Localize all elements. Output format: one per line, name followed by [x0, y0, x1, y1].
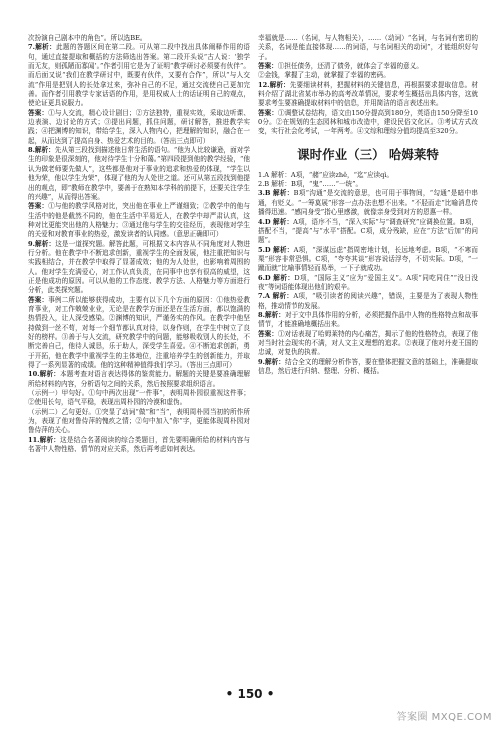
paragraph-text: D项，“国际主义”应为“爱国主义”。A项“同吃同住”“没日没夜”等词语能体现出他们的艰辛。 [258, 273, 478, 291]
paragraph-text: 这是一道探究题。解答此题，可根据文本内容从不同角度对人物进行分析。他在教学中不断追求创新，重视学生的全面发展，他注重把知识与实践相结合，并在教学中取得了显著成效；他的为人处世，也影响着周围的人。他对学生充满爱心，对工作认真负责，在同事中也享有很高的威望，这正是他成功的原因。可以从他的工作态度、教学方法、人格魅力等方面进行分析，此类探究题。 [28, 239, 251, 295]
section-title: 课时作业（三） 哈姆莱特 [297, 146, 439, 162]
paragraph [258, 81, 478, 109]
paragraph-text: A项，“深谋远虑”指周密地计划，长远地考虑。B项，“不寒而栗”形容非常恐惧。C项，“夸夸其谈”形容说话浮夸，不切实际。D项，“一蹴而就”比喻事情轻而易举，一下子就成功。 [258, 245, 478, 273]
paragraph-label: 11.解析： [28, 435, 61, 444]
paragraph-text: B项“沟通”是交流的意思，也可用于事物间，“勾通”是暗中串通，有贬义。“一筹莫展”形容一点办法也想不出来。“不胫而走”比喻消息传播得迅速。“感同身受”指心里感激，就像亲身受到对方的恩惠一样。 [258, 189, 478, 217]
paragraph-text: ①调整试卷结构，语文由150分提高到180分，英语由150分降至100分。②在规划的生态园林和城市改造中，建设民俗文化区。③考试方式改变，实行社会化考试，一年两考。④文综和理综分值均提高至320分。 [258, 108, 478, 136]
paragraph [28, 436, 250, 455]
paragraph-text: ①与人交流，精心设计剧目；②方法独特，重视实效，采取边听课、边表演、边讨论的方式；③提出问题，抓住问题，研讨解答，推进教学实践；④把渊博的知识，带给学生，深入人物内心，把理解的知识，融合在一起，从而达到了提高自身、热爱艺术的目的。（答出三点即可） [28, 108, 251, 145]
paragraph-label: 8.解析： [28, 146, 55, 155]
page-number: • 150 • [225, 687, 275, 701]
paragraph-label: 12.解析： [258, 80, 290, 89]
paragraph-label: 10.解析： [28, 370, 61, 379]
paragraph-label: 6.D 解析： [258, 273, 295, 282]
paragraph-label: 答案： [28, 202, 49, 211]
paragraph [28, 240, 250, 296]
paragraph-text: A项，语序不当，“深入实际”与“调查研究”应调换位置。B项，搭配不当，“提高”与“水平”搭配。C项，成分残缺，应在“方法”后加“的问题”。 [258, 217, 478, 245]
paragraph-text: 幸福就是……（名词，与人物相关），……（动词）“名词，与名词有密切的关系，名词是能直接体现……的词语，与名词相关的动词”，才能组织好句子。 [258, 34, 478, 61]
paragraph [258, 274, 478, 293]
paragraph [28, 109, 250, 146]
paragraph-label: 7.解析： [28, 43, 57, 52]
paragraph [258, 34, 478, 62]
paragraph [28, 202, 250, 239]
paragraph-text: 次扮演自己剧本中的角色”。所以选BE。 [28, 34, 147, 42]
paragraph-label: 答案： [258, 329, 279, 338]
paragraph-text: （示例一）甲句好。①句中两次出现“一件事”，表明周朴园很重视这件事；②使用长句，语气平稳，表现出周朴园的冷漠和虚伪。 [28, 389, 250, 407]
left-column [28, 34, 250, 454]
paragraph-text: 事例二所以能够获得成功，主要有以下几个方面的原因：①他热爱教育事业，对工作兢兢业业，无论是在教学方面还是在生活方面，都以饱满的热情投入，让人深受感染。②渊博的知识，严谨务实的作风。在教学中他坚持做到一丝不苟，对每一个细节都认真对待，以身作则，在学生中树立了良好的榜样。③善于与人交流，研究教学中的问题，能够吸收别人的长处，不断完善自己，他待人诚恳，乐于助人，深受学生喜爱。④不断追求创新，勇于开拓，他在教学中重视学生的主体地位，注重培养学生的创新能力，并取得了一系列显著的成绩。他的这种精神值得我们学习。（答出三点即可） [28, 295, 251, 370]
paragraph-label: 8.解析： [258, 310, 285, 319]
paragraph-text: ①对话表现了哈姆莱特的内心痛苦，揭示了他的性格特点，表现了他对当时社会现实的不满，对人文主义理想的追求。②表现了他对丹麦王国的忠诚，对复仇的执着。 [258, 329, 479, 357]
paragraph [258, 62, 478, 71]
paragraph [258, 109, 478, 137]
paragraph-text: 对于文中具体作用的分析，必须把握作品中人物的性格特点和故事情节，才能准确地概括出来。 [258, 310, 479, 329]
paragraph [28, 146, 250, 202]
paragraph-label: 3.B 解析： [258, 189, 294, 198]
paragraph-text: 先要细读材料，把握材料的关键信息，再根据要求提取信息。材料介绍了湖北省某市举办的高考改革情况，要求考生概括出具体内容，这就要求考生要准确提取材料中的信息，并用简洁的语言表述出来。 [258, 80, 478, 108]
paragraph [28, 34, 250, 43]
paragraph-label: 9.解析： [28, 239, 56, 248]
paragraph [258, 311, 478, 330]
paragraph-text: 结合全文的理解分析作答，要在整体把握文意的基础上，准确提取信息，然后进行归纳、整理、分析、概括。 [258, 357, 479, 375]
paragraph [28, 43, 250, 108]
paragraph [28, 296, 250, 371]
paragraph-label: 9.解析： [258, 357, 285, 366]
paragraph [28, 389, 250, 408]
paragraph [258, 171, 478, 180]
paragraph-text: ②金钱，掌握了主动，就掌握了幸福的密码。 [258, 71, 390, 80]
paragraph [258, 71, 478, 80]
paragraph-text: 此题的答题区间在第二段。可从第二段中找出具体阐释作用的语句，通过直接提取和概括的方法筛选出答案。第二段开头说“古人说：‘独学而无友，则孤陋而寡闻’。”作者引用它是为了证明“教学研讨必须要有伙伴”。而后面又说“我们在教学研讨中，既要有伙伴，又要有合作”，所以“与人交流”作用是把别人的长处拿过来，弥补自己的不足，通过交流使自己更加完善。而作者引用教学专家话语的作用，是用权威人士的话证明自己的观点，使论证更具说服力。 [28, 43, 250, 108]
paragraph-text: A项，“吸引读者的阅读兴趣”，错误，主要是为了表现人物性格，推动情节的发展。 [258, 292, 478, 310]
paragraph-label: 答案： [28, 108, 49, 117]
paragraph-text: 1.A 解析：A项，“赭”应读zhě，“迄”应读qì。 [258, 170, 394, 179]
right-column [258, 34, 478, 376]
paragraph [28, 408, 250, 436]
paragraph [258, 218, 478, 246]
paragraph-label: 答案： [258, 108, 279, 117]
paragraph [258, 246, 478, 274]
paragraph [28, 370, 250, 389]
paragraph-text: ①担任债务，还清了债务，就体会了幸福的意义。 [277, 62, 423, 71]
paragraph-label: 4.D 解析： [258, 217, 294, 226]
paragraph-label: 7.A 解析： [258, 292, 294, 301]
paragraph-text: （示例二）乙句更好。①突显了动词“做”和“当”，表明周朴园当初的所作所为，表现了他对鲁侍萍的愧疚之情；②句中加入“你”字，更能体现周朴园对鲁侍萍的关心。 [28, 407, 250, 435]
paragraph-label: 5.D 解析： [258, 245, 294, 254]
paragraph-text: 本题考查对语言表达得体的鉴赏能力。解题的关键是要准确理解所给材料的内容，分析语句之间的关系，然后按照要求组织语言。 [28, 370, 250, 388]
paragraph-label: 答案： [28, 295, 49, 304]
paragraph-text: 先从第三段找到描述他日常生活的语句。“他为人比较谦逊，面对学生的印象是很深刻的，他对待学生十分和蔼。”第四段提到他的教学经验，“他认为做老师要先做人”，这些都是他对于事业的追求和热爱的体现，“学生以他为荣，他以学生为荣”，体现了他的为人处世之道。还可从第五段找到他提出的观点，即“教师在教学中，要善于在熟知本学科的前提下，还要关注学生的兴趣”，从而得出答案。 [28, 146, 250, 201]
paragraph [258, 358, 478, 377]
paragraph [258, 330, 478, 358]
paragraph-text: ①与他的教学风格对比，突出他在事业上严谨细致；②教学中的他与生活中的他是截然不同的，他在生活中平易近人，在教学中却严肃认真，这种对比更能突出他的人格魅力；③通过他与学生的交往经历，表现他对学生的关爱和对教育事业的热爱，激发读者的认同感。（意思正确即可） [28, 202, 251, 239]
paragraph-text: 2.B 解析：B项，“鬼”……“一统”。 [258, 180, 363, 189]
paragraph-text: 这是结合名著阅读的综合类题目，首先要明确所给的材料内容与名著中人物性格、情节的对应关系，然后再考虑如何表达。 [28, 435, 250, 454]
paragraph [258, 189, 478, 217]
paragraph-label: 答案： [258, 62, 278, 71]
paragraph [258, 292, 478, 311]
watermark: 答案圈 MXQE.COM [396, 712, 492, 723]
